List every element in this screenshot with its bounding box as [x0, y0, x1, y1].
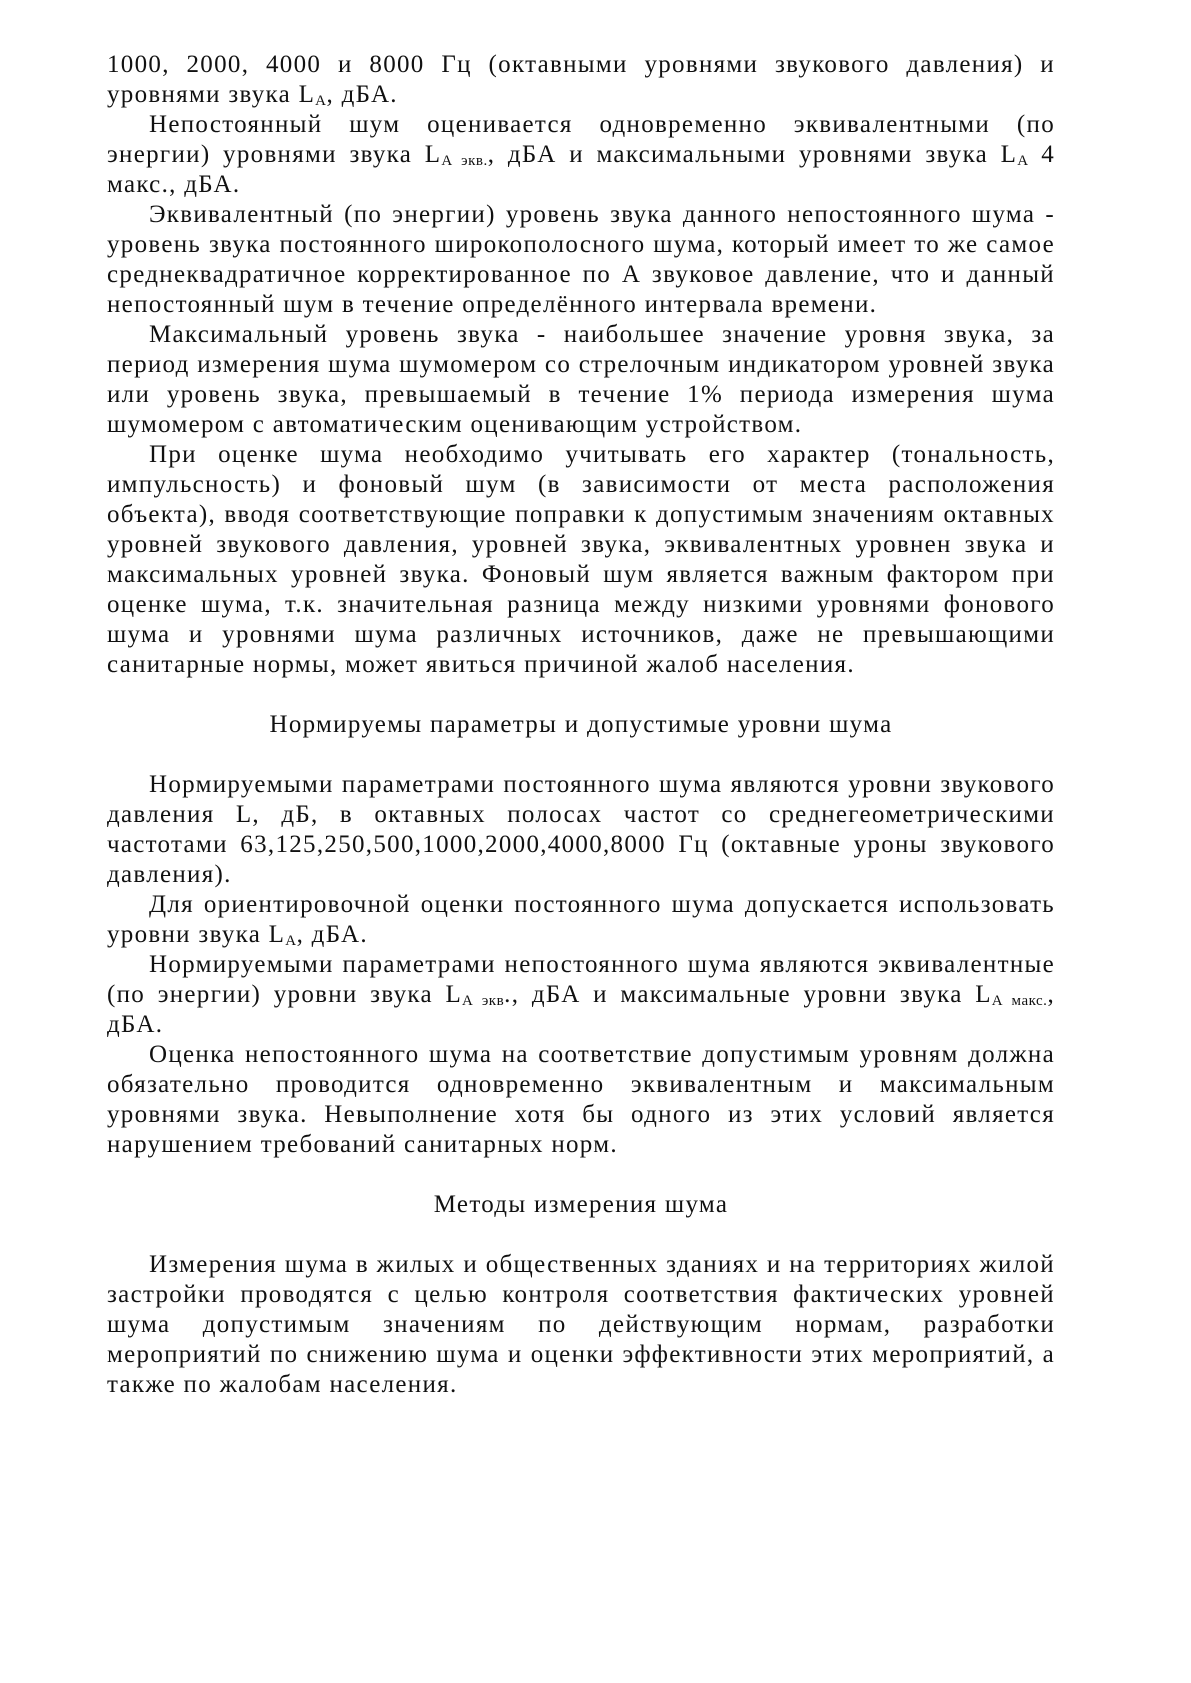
text-run: Непостоянный шум оценивается одновременно эквивалентными (по энергии) уровнями звука L	[107, 111, 1055, 168]
subscript: A	[1017, 153, 1029, 169]
text-run: , дБА и максимальными уровнями звука L	[487, 141, 1018, 168]
section-heading-measurement-methods: Методы измерения шума	[433, 1191, 729, 1218]
subscript: A	[285, 933, 297, 949]
text-run: Для ориентировочной оценки постоянного шума допускается использовать уровни звука L	[107, 891, 1055, 948]
subscript: A экв	[462, 993, 505, 1009]
paragraph-constant-noise-params: Нормируемыми параметрами постоянного шума являются уровни звукового давления L, дБ, в октавных полосах частот со среднегеометрическими частотами 63,125,250,500,1000,2000,4000,8000 Гц (октавные уроны звукового давления).	[107, 771, 1055, 888]
text-run: ., дБА и максимальные уровни звука L	[504, 981, 992, 1008]
text-run: Нормируемыми параметрами непостоянного шума являются эквивалентные (по энергии) уровни звука L	[107, 951, 1055, 1008]
text-run: 1000, 2000, 4000 и 8000 Гц (октавными уровнями звукового давления) и уровнями звука L	[107, 51, 1055, 108]
paragraph-measurement-purpose: Измерения шума в жилых и общественных зданиях и на территориях жилой застройки проводятся с целью контроля соответствия фактических уровней шума допустимым значениям по действующим нормам, разработки мероприятий по снижению шума и оценки эффективности этих мероприятий, а также по жалобам населения.	[107, 1251, 1055, 1398]
paragraph-background-noise: При оценке шума необходимо учитывать его характер (тональность, импульсность) и фоновый шум (в зависимости от места расположения объекта), вводя соответствующие поправки к допустимым значениям октавных уровней звукового давления, уровней звука, эквивалентных уровнен звука и максимальных уровней звука. Фоновый шум является важным фактором при оценке шума, т.к. значительная разница между низкими уровнями фонового шума и уровнями шума различных источников, даже не превышающими санитарные нормы, может явиться причиной жалоб населения.	[107, 441, 1055, 678]
paragraph-nonconstant-noise-params	[107, 950, 1055, 1040]
document-page	[107, 50, 1055, 1400]
subscript: A	[315, 93, 327, 109]
subscript: A макс.	[991, 993, 1048, 1009]
text-run: , дБА.	[296, 921, 368, 948]
text-run: , дБА.	[107, 981, 1055, 1038]
paragraph-octave-levels	[107, 50, 1055, 110]
paragraph-nonconstant-noise	[107, 110, 1055, 200]
text-run: , дБА.	[326, 81, 398, 108]
paragraph-compliance-assessment: Оценка непостоянного шума на соответствие допустимым уровням должна обязательно проводится одновременно эквивалентным и максимальным уровнями звука. Невыполнение хотя бы одного из этих условий является нарушением требований санитарных норм.	[107, 1041, 1055, 1158]
subscript: A экв.	[441, 153, 488, 169]
paragraph-approximate-assessment	[107, 890, 1055, 950]
paragraph-equivalent-level: Эквивалентный (по энергии) уровень звука данного непостоянного шума - уровень звука постоянного широкополосного шума, который имеет то же самое среднеквадратичное корректированное по А звуковое давление, что и данный непостоянный шум в течение определённого интервала времени.	[107, 201, 1055, 318]
text-run: 4 макс., дБА.	[107, 141, 1055, 198]
paragraph-maximum-level: Максимальный уровень звука - наибольшее значение уровня звука, за период измерения шума шумомером со стрелочным индикатором уровней звука или уровень звука, превышаемый в течение 1% периода измерения шума шумомером с автоматическим оценивающим устройством.	[107, 321, 1055, 438]
section-heading-normalized-parameters: Нормируемы параметры и допустимые уровни шума	[269, 711, 893, 738]
